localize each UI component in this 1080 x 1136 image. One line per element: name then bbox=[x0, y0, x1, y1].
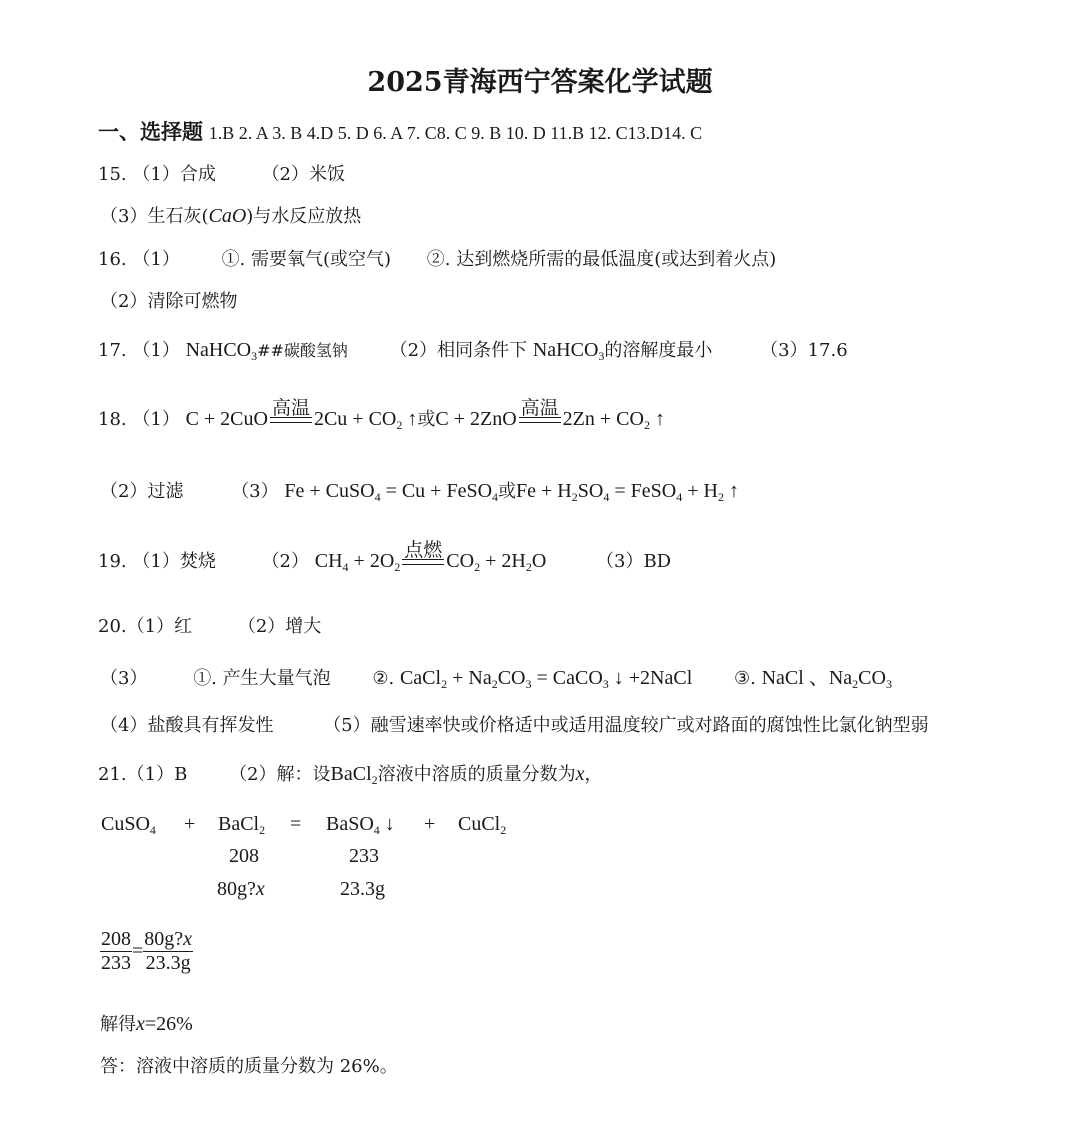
q20-line2 bbox=[100, 661, 892, 690]
q18-line1 bbox=[98, 398, 665, 432]
q16-line1 bbox=[98, 245, 776, 271]
q20-p1: （1）红 bbox=[126, 616, 193, 637]
q19-p1: （1）焚烧 bbox=[132, 551, 216, 572]
reactant-bacl2: BaCl$_2$ bbox=[218, 813, 266, 837]
q16-num: 16. bbox=[98, 249, 127, 270]
q17-p1: （1） bbox=[132, 340, 180, 361]
q21-p1: （1）B bbox=[126, 764, 188, 785]
given-80g bbox=[217, 878, 265, 901]
q18-num: 18. bbox=[98, 409, 127, 430]
q16-p1: （1） bbox=[132, 249, 180, 270]
q19-line bbox=[98, 540, 672, 574]
given-23-3g: 23.3g bbox=[340, 878, 385, 900]
cao-formula: CaO bbox=[208, 205, 247, 227]
cond-ignite: 点燃 bbox=[404, 540, 443, 561]
q16-s2: ②. 达到燃烧所需的最低温度(或达到着火点) bbox=[426, 249, 777, 270]
var-x: x bbox=[575, 763, 585, 785]
q20-s1: ①. 产生大量气泡 bbox=[193, 668, 331, 689]
q15-num: 15. bbox=[98, 164, 127, 185]
q18-or-2: 或 bbox=[498, 481, 517, 502]
q17-line bbox=[98, 336, 848, 362]
q19-num: 19. bbox=[98, 551, 127, 572]
equation-c-cuo: C + 2CuO 高温 $2Cu + CO_2$ ↑ bbox=[186, 408, 418, 430]
solve-label: 解得 bbox=[100, 1014, 136, 1035]
final-answer: 答：溶液中溶质的质量分数为 26%。 bbox=[100, 1056, 398, 1077]
section-label: 一、选择题 bbox=[98, 119, 203, 144]
frac-left-num: 208 bbox=[101, 928, 131, 950]
q20-p5: （5）融雪速率快或价格适中或适用温度较广或对路面的腐蚀性比氯化钠型弱 bbox=[323, 715, 929, 736]
q15-p3b: )与水反应放热 bbox=[246, 206, 362, 227]
equation-c-zno: C + 2ZnO 高温 $2Zn + CO_2$ ↑ bbox=[435, 408, 665, 430]
q19-p3: （3）BD bbox=[596, 551, 672, 572]
page-title: 2025青海西宁答案化学试题 bbox=[367, 67, 713, 98]
q20-num: 20. bbox=[98, 616, 127, 637]
q18-or: 或 bbox=[417, 409, 436, 430]
q15-line2 bbox=[100, 202, 361, 228]
q18-line2 bbox=[100, 477, 739, 503]
plus-sign-2: + bbox=[424, 813, 436, 835]
choice-answers: 1.B 2. A 3. B 4.D 5. D 6. A 7. C8. C 9. B 10. D 11.B 12. C13.D14. C bbox=[208, 123, 703, 143]
frac-var-x: x bbox=[183, 928, 193, 950]
proportion-equation bbox=[100, 928, 193, 975]
q21-p2: （2）解：设 bbox=[229, 764, 331, 785]
q16-s1: ①. 需要氧气(或空气) bbox=[221, 249, 392, 270]
q15-line1 bbox=[98, 160, 345, 186]
equation-fe-h2so4: $Fe + H_2SO_4$ = FeSO$_4$ + $H_2$ ↑ bbox=[516, 480, 739, 504]
q19-p2: （2） bbox=[261, 551, 310, 572]
q17-p3: （3）17.6 bbox=[760, 340, 848, 361]
product-baso4: BaSO$_4$ ↓ bbox=[326, 813, 395, 837]
mass-208: 208 bbox=[229, 845, 259, 867]
plus-sign: + bbox=[184, 813, 196, 835]
q18-p2: （2）过滤 bbox=[100, 481, 184, 502]
frac-right-den: 23.3g bbox=[145, 952, 191, 974]
solve-var: x bbox=[136, 1013, 145, 1035]
q15-p2: （2）米饭 bbox=[261, 164, 346, 185]
equation-cacl2: CaCl$_2$ + $Na_2CO_3$ = CaCO$_3$ ↓ +2NaCl bbox=[399, 667, 693, 691]
frac-right-num-text: 80g? bbox=[144, 928, 184, 950]
formula-bacl2: BaCl$_2$ bbox=[330, 763, 378, 787]
q17-p2-tail: 的溶解度最小 bbox=[604, 340, 713, 361]
equation-ch4: $CH_4 + 2O_2$ 点燃 $CO_2 + 2H_2O$ bbox=[315, 550, 547, 572]
cond-high-temp: 高温 bbox=[271, 398, 310, 419]
q17-p1-tail: ##碳酸氢钠 bbox=[257, 341, 348, 360]
mass-233: 233 bbox=[349, 845, 379, 867]
q21-comma: ， bbox=[584, 764, 603, 785]
q20-s2: ②. bbox=[372, 668, 395, 689]
equal-sign: = bbox=[290, 813, 302, 835]
formula-nahco3: NaHCO$_3$ bbox=[185, 339, 258, 363]
q20-s3: ③. bbox=[734, 668, 756, 689]
reactant-cuso4: CuSO$_4$ bbox=[101, 813, 156, 837]
q16-line2: （2）清除可燃物 bbox=[100, 291, 238, 312]
q15-p3a: （3）生石灰( bbox=[100, 206, 209, 227]
q21-p2-tail: 溶液中溶质的质量分数为 bbox=[377, 764, 576, 785]
q20-p4: （4）盐酸具有挥发性 bbox=[100, 715, 274, 736]
product-cucl2: CuCl$_2$ bbox=[458, 813, 507, 837]
equation-fe-cuso4: Fe + CuSO$_4$ = Cu + FeSO$_4$ bbox=[284, 480, 499, 504]
given-var-x: x bbox=[255, 878, 265, 900]
given-80g-text: 80g? bbox=[217, 878, 256, 900]
q20-p3: （3） bbox=[100, 668, 148, 689]
cond-high-temp-2: 高温 bbox=[520, 398, 559, 419]
q1-14-line bbox=[98, 116, 702, 146]
fraction-right bbox=[143, 928, 193, 975]
q20-p2: （2）增大 bbox=[237, 616, 322, 637]
q20-line1 bbox=[98, 612, 321, 638]
q21-line1 bbox=[98, 760, 603, 786]
solve-line bbox=[100, 1010, 193, 1036]
frac-right-num bbox=[143, 928, 193, 952]
q15-p1: （1）合成 bbox=[132, 164, 216, 185]
fraction-left bbox=[100, 928, 132, 975]
q18-p3: （3） bbox=[231, 481, 279, 502]
solve-value: =26% bbox=[144, 1013, 193, 1035]
products-list: NaCl 、$Na_2CO_3$ bbox=[761, 667, 892, 691]
q17-p2: （2）相同条件下 bbox=[389, 340, 528, 361]
frac-equal: = bbox=[132, 940, 144, 962]
q17-num: 17. bbox=[98, 340, 127, 361]
q18-p1: （1） bbox=[132, 409, 180, 430]
formula-nahco3-2: NaHCO$_3$ bbox=[532, 339, 605, 363]
frac-left-den: 233 bbox=[101, 952, 131, 974]
q20-line3 bbox=[100, 711, 929, 737]
q21-num: 21. bbox=[98, 764, 127, 785]
